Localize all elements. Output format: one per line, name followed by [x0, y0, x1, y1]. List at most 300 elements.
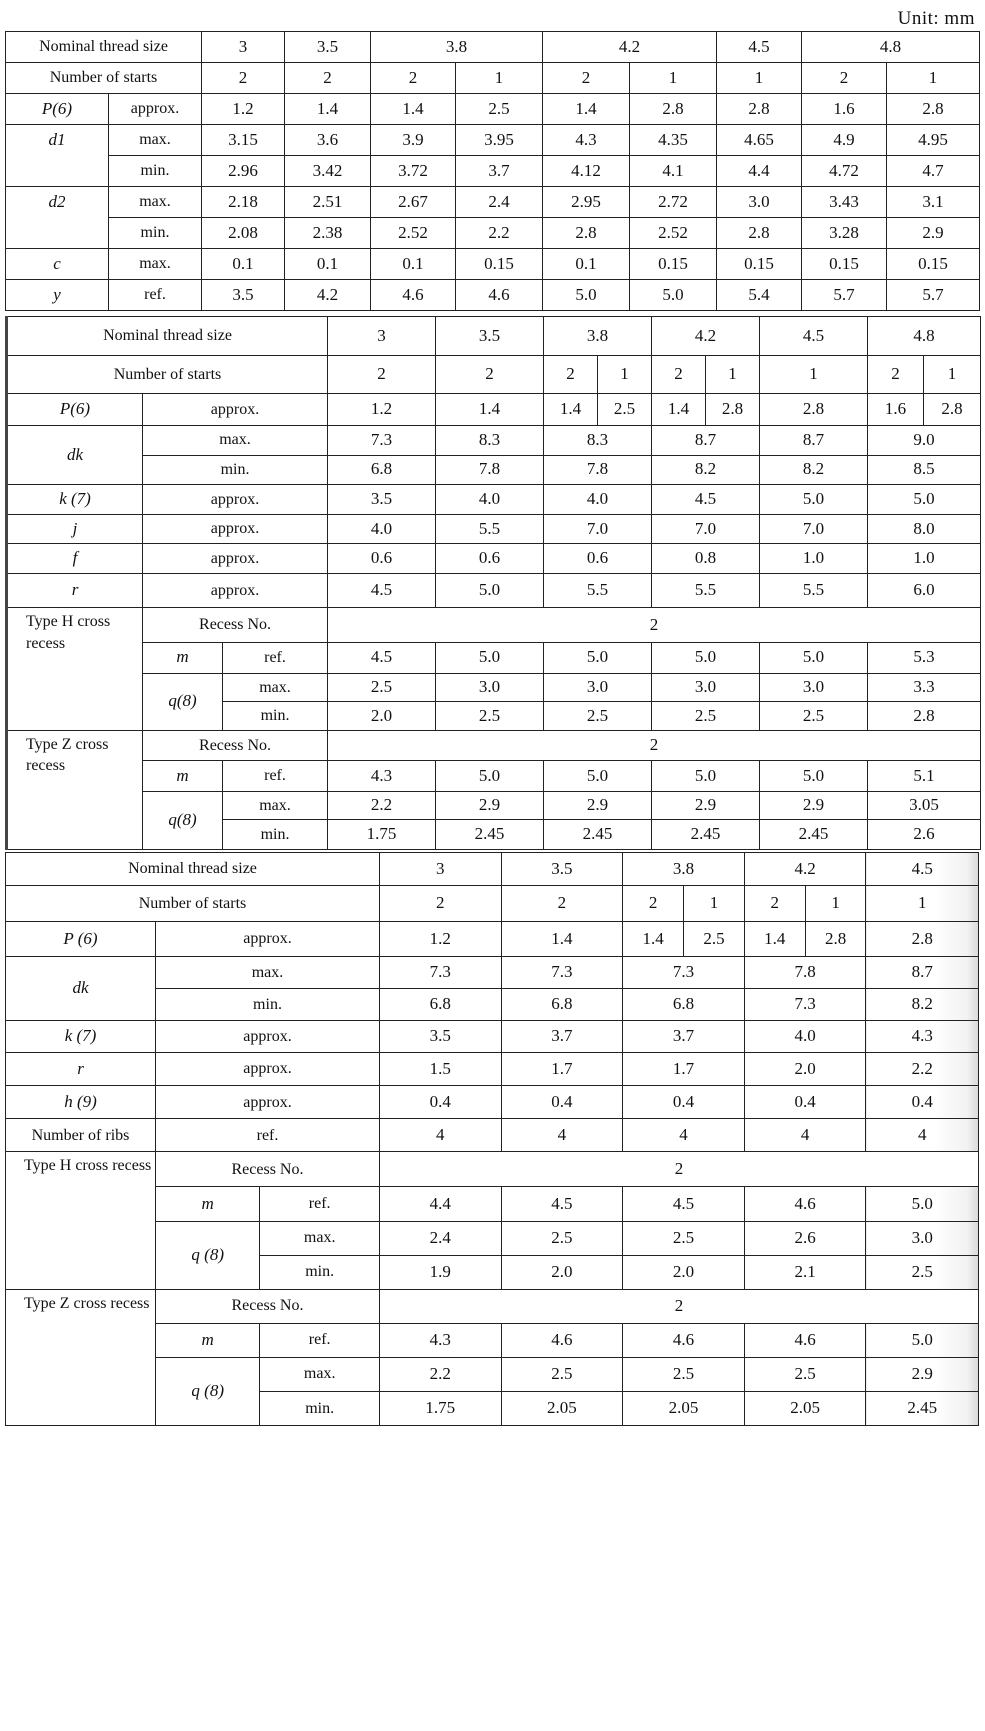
table-cell: 3.5 — [379, 1021, 501, 1053]
table-cell: 2 — [379, 1152, 978, 1187]
table-cell: 2.5 — [623, 1357, 745, 1391]
table-cell: 1.7 — [501, 1053, 623, 1086]
table-cell: 2 — [328, 730, 981, 761]
table-cell: 4.5 — [501, 1187, 623, 1221]
table-cell: 5.0 — [866, 1187, 979, 1221]
table-cell: 2 — [379, 886, 501, 922]
table-cell: 3.8 — [371, 32, 543, 63]
table-cell: 4 — [623, 1119, 745, 1152]
table-cell: 4.8 — [802, 32, 980, 63]
table-cell: 8.2 — [760, 455, 868, 485]
table-cell: 0.15 — [717, 249, 802, 280]
table-cell: 2.2 — [328, 791, 436, 820]
table-cell: 3.0 — [544, 673, 652, 702]
table-cell: 3.5 — [202, 280, 285, 311]
table-cell: 2 — [328, 608, 981, 643]
table-cell: 5.5 — [436, 514, 544, 544]
table-cell: 1.0 — [760, 544, 868, 574]
row-symbol: d2 — [6, 187, 109, 249]
table-cell: 2.72 — [630, 187, 717, 218]
row-qualifier: max. — [156, 957, 380, 989]
row-symbol: j — [7, 514, 143, 544]
table-row — [7, 643, 981, 674]
row-qualifier: ref. — [109, 280, 202, 311]
table-cell: 3.95 — [456, 125, 543, 156]
table-cell: 2.2 — [456, 218, 543, 249]
row-qualifier: approx. — [143, 573, 328, 608]
table-cell: 0.4 — [623, 1086, 745, 1119]
table-cell: 8.3 — [544, 426, 652, 456]
row-symbol: m — [143, 761, 223, 792]
table-cell: 2 — [501, 886, 623, 922]
table-cell: 0.4 — [744, 1086, 866, 1119]
table-cell: 3.0 — [436, 673, 544, 702]
table-cell: 2.8 — [543, 218, 630, 249]
table-row — [7, 608, 981, 643]
row-symbol: P (6) — [6, 922, 156, 957]
table-cell: 1.0 — [868, 544, 981, 574]
row-symbol: h (9) — [6, 1086, 156, 1119]
table-cell: 2.1 — [744, 1255, 866, 1289]
row-label: Number of starts — [7, 355, 328, 394]
table-cell: 7.8 — [744, 957, 866, 989]
table-cell: 4 — [866, 1119, 979, 1152]
table-cell: 2 — [371, 63, 456, 94]
table-cell: 2.9 — [866, 1357, 979, 1391]
table-cell: 5.0 — [436, 761, 544, 792]
table-cell: 2 — [285, 63, 371, 94]
table-cell: 8.7 — [760, 426, 868, 456]
table-cell: 2.5 — [328, 673, 436, 702]
table-cell: 8.0 — [868, 514, 981, 544]
table-row — [6, 1119, 979, 1152]
table-cell: 0.6 — [328, 544, 436, 574]
table-cell: 4.2 — [744, 853, 866, 886]
row-label: Recess No. — [143, 730, 328, 761]
table-cell: 2.5 — [456, 94, 543, 125]
table-cell: 3.7 — [623, 1021, 745, 1053]
table-cell: 7.3 — [379, 957, 501, 989]
table-cell: 3.72 — [371, 156, 456, 187]
table-cell: 3.05 — [868, 791, 981, 820]
table-cell: 2 — [744, 886, 805, 922]
table-cell: 0.15 — [802, 249, 887, 280]
table-cell: 5.0 — [436, 573, 544, 608]
table-cell: 6.8 — [501, 989, 623, 1021]
table-cell: 3.42 — [285, 156, 371, 187]
table-cell: 7.0 — [544, 514, 652, 544]
table-cell: 2.9 — [652, 791, 760, 820]
row-symbol: m — [156, 1323, 260, 1357]
table-cell: 4.6 — [456, 280, 543, 311]
table-cell: 5.5 — [760, 573, 868, 608]
table-cell: 2 — [623, 886, 684, 922]
table-cell: 5.0 — [760, 485, 868, 515]
table-cell: 2.8 — [630, 94, 717, 125]
table-cell: 5.5 — [544, 573, 652, 608]
table-cell: 0.6 — [544, 544, 652, 574]
table-cell: 2.38 — [285, 218, 371, 249]
table-cell: 1.4 — [652, 394, 706, 426]
table-cell: 2.5 — [598, 394, 652, 426]
table-cell: 5.5 — [652, 573, 760, 608]
table-cell: 5.0 — [652, 643, 760, 674]
table-cell: 2.05 — [623, 1391, 745, 1425]
table-cell: 1.4 — [436, 394, 544, 426]
table-cell: 3.0 — [717, 187, 802, 218]
table-cell: 7.3 — [328, 426, 436, 456]
table-cell: 3.0 — [866, 1221, 979, 1255]
table-cell: 1 — [456, 63, 543, 94]
row-symbol: c — [6, 249, 109, 280]
table-row — [7, 485, 981, 515]
table-cell: 4.1 — [630, 156, 717, 187]
table-cell: 0.1 — [285, 249, 371, 280]
table-cell: 1 — [706, 355, 760, 394]
table-row — [6, 32, 980, 63]
row-qualifier: ref. — [223, 643, 328, 674]
table-cell: 3.1 — [887, 187, 980, 218]
table-row — [7, 573, 981, 608]
row-symbol: d1 — [6, 125, 109, 187]
table-cell: 5.0 — [543, 280, 630, 311]
row-qualifier: approx. — [156, 1053, 380, 1086]
table-cell: 5.4 — [717, 280, 802, 311]
table-cell: 2.18 — [202, 187, 285, 218]
table-cell: 7.3 — [744, 989, 866, 1021]
table-cell: 0.4 — [866, 1086, 979, 1119]
table-row — [7, 730, 981, 761]
table-cell: 2.5 — [501, 1357, 623, 1391]
table-cell: 4.4 — [379, 1187, 501, 1221]
table-cell: 1.4 — [543, 94, 630, 125]
table-cell: 3.6 — [285, 125, 371, 156]
table-cell: 0.15 — [630, 249, 717, 280]
table-cell: 2.5 — [866, 1255, 979, 1289]
table-cell: 2.8 — [717, 94, 802, 125]
table-cell: 6.0 — [868, 573, 981, 608]
row-qualifier: ref. — [260, 1187, 380, 1221]
table-cell: 6.8 — [328, 455, 436, 485]
row-symbol: q(8) — [143, 791, 223, 849]
table-cell: 4.0 — [744, 1021, 866, 1053]
type-h-cross-recess-label: Type H cross recess — [6, 1152, 156, 1289]
table-cell: 2.6 — [868, 820, 981, 850]
table-row — [6, 280, 980, 311]
table-cell: 6.8 — [623, 989, 745, 1021]
table-cell: 3.0 — [652, 673, 760, 702]
table-cell: 8.2 — [866, 989, 979, 1021]
table-cell: 5.0 — [652, 761, 760, 792]
table-cell: 4.5 — [717, 32, 802, 63]
table-cell: 8.3 — [436, 426, 544, 456]
row-qualifier: max. — [260, 1221, 380, 1255]
row-label: Recess No. — [156, 1289, 380, 1323]
row-qualifier: min. — [143, 455, 328, 485]
table-cell: 3.5 — [285, 32, 371, 63]
table-cell: 4 — [501, 1119, 623, 1152]
table-cell: 4.0 — [436, 485, 544, 515]
table-cell: 2.51 — [285, 187, 371, 218]
table-cell: 4.0 — [544, 485, 652, 515]
table-cell: 8.7 — [866, 957, 979, 989]
table-cell: 2 — [543, 63, 630, 94]
table-cell: 2.08 — [202, 218, 285, 249]
table-cell: 4.72 — [802, 156, 887, 187]
table-cell: 7.3 — [623, 957, 745, 989]
table-cell: 3.43 — [802, 187, 887, 218]
table-cell: 9.0 — [868, 426, 981, 456]
row-qualifier: approx. — [143, 544, 328, 574]
table-cell: 3 — [202, 32, 285, 63]
table-cell: 1 — [630, 63, 717, 94]
table-cell: 5.3 — [868, 643, 981, 674]
table-cell: 5.1 — [868, 761, 981, 792]
type-z-cross-recess-label: Type Z cross recess — [7, 730, 143, 849]
table-cell: 2.96 — [202, 156, 285, 187]
row-symbol: k (7) — [7, 485, 143, 515]
table-row — [6, 886, 979, 922]
table-cell: 2.67 — [371, 187, 456, 218]
table-cell: 1.6 — [868, 394, 924, 426]
table-cell: 2 — [868, 355, 924, 394]
table-cell: 2 — [328, 355, 436, 394]
table-cell: 2.2 — [379, 1357, 501, 1391]
row-qualifier: min. — [223, 702, 328, 731]
table-cell: 7.0 — [760, 514, 868, 544]
table-cell: 1.4 — [501, 922, 623, 957]
table-cell: 2 — [379, 1289, 978, 1323]
table-cell: 4.6 — [744, 1187, 866, 1221]
table-row — [6, 957, 979, 989]
table-cell: 2.8 — [887, 94, 980, 125]
table-cell: 4.3 — [543, 125, 630, 156]
table-cell: 5.7 — [802, 280, 887, 311]
table-cell: 8.7 — [652, 426, 760, 456]
table-cell: 2 — [652, 355, 706, 394]
table-cell: 4.5 — [328, 643, 436, 674]
table-row — [7, 355, 981, 394]
row-qualifier: min. — [109, 156, 202, 187]
row-qualifier: max. — [109, 187, 202, 218]
table-cell: 3.7 — [501, 1021, 623, 1053]
row-label: Nominal thread size — [7, 317, 328, 356]
table-cell: 2.8 — [717, 218, 802, 249]
table-row — [6, 922, 979, 957]
table-cell: 4.5 — [328, 573, 436, 608]
table-row — [6, 853, 979, 886]
table-cell: 3.0 — [760, 673, 868, 702]
table-cell: 1.2 — [328, 394, 436, 426]
table-cell: 5.0 — [436, 643, 544, 674]
row-label: Nominal thread size — [6, 853, 380, 886]
unit-label: Unit: mm — [897, 8, 975, 29]
row-label: Nominal thread size — [6, 32, 202, 63]
table-row — [7, 791, 981, 820]
table-cell: 2.95 — [543, 187, 630, 218]
table-cell: 1 — [866, 886, 979, 922]
row-qualifier: max. — [109, 249, 202, 280]
thread-dimensions-table — [5, 31, 980, 311]
table-cell: 2.4 — [456, 187, 543, 218]
table-cell: 2 — [436, 355, 544, 394]
row-qualifier: approx. — [156, 1021, 380, 1053]
table-cell: 2.05 — [501, 1391, 623, 1425]
table-cell: 2.0 — [501, 1255, 623, 1289]
table-cell: 5.0 — [760, 643, 868, 674]
row-qualifier: max. — [223, 673, 328, 702]
table-cell: 2.9 — [760, 791, 868, 820]
table-cell: 4.2 — [543, 32, 717, 63]
table-cell: 3.3 — [868, 673, 981, 702]
type-h-cross-recess-label: Type H cross recess — [7, 608, 143, 730]
table-cell: 2 — [202, 63, 285, 94]
table-cell: 2.45 — [436, 820, 544, 850]
table-cell: 2.0 — [744, 1053, 866, 1086]
row-qualifier: approx. — [143, 485, 328, 515]
table-cell: 2.0 — [623, 1255, 745, 1289]
table-cell: 2.8 — [866, 922, 979, 957]
table-cell: 4.65 — [717, 125, 802, 156]
table-row — [7, 514, 981, 544]
row-label: Recess No. — [143, 608, 328, 643]
row-symbol: dk — [6, 957, 156, 1021]
table-cell: 2.5 — [744, 1357, 866, 1391]
row-qualifier: max. — [223, 791, 328, 820]
table-cell: 0.15 — [887, 249, 980, 280]
table-row — [7, 673, 981, 702]
table-cell: 0.6 — [436, 544, 544, 574]
table-cell: 4.2 — [285, 280, 371, 311]
row-symbol: r — [6, 1053, 156, 1086]
table-cell: 8.2 — [652, 455, 760, 485]
table-cell: 2.9 — [544, 791, 652, 820]
table-row — [6, 249, 980, 280]
row-symbol: q (8) — [156, 1357, 260, 1425]
table-cell: 2.5 — [436, 702, 544, 731]
table-cell: 1 — [717, 63, 802, 94]
table-row — [7, 317, 981, 356]
row-qualifier: approx. — [143, 514, 328, 544]
type-z-cross-recess-label: Type Z cross recess — [6, 1289, 156, 1425]
table-row — [6, 187, 980, 218]
table-cell: 0.15 — [456, 249, 543, 280]
table-cell: 3.28 — [802, 218, 887, 249]
table-cell: 1 — [598, 355, 652, 394]
table-cell: 2 — [802, 63, 887, 94]
table-cell: 1 — [760, 355, 868, 394]
table-cell: 4.0 — [328, 514, 436, 544]
table-cell: 2.8 — [868, 702, 981, 731]
table-cell: 3.5 — [328, 485, 436, 515]
table-cell: 4.35 — [630, 125, 717, 156]
table-cell: 2.8 — [760, 394, 868, 426]
table-cell: 1.4 — [371, 94, 456, 125]
table-row — [6, 156, 980, 187]
row-symbol: P(6) — [6, 94, 109, 125]
table-cell: 4.5 — [760, 317, 868, 356]
table-cell: 1.4 — [544, 394, 598, 426]
table-cell: 3.9 — [371, 125, 456, 156]
table-cell: 4.9 — [802, 125, 887, 156]
row-label: Recess No. — [156, 1152, 380, 1187]
table-cell: 2.4 — [379, 1221, 501, 1255]
row-qualifier: approx. — [143, 394, 328, 426]
table-cell: 4.6 — [371, 280, 456, 311]
table-row — [7, 455, 981, 485]
table-cell: 7.0 — [652, 514, 760, 544]
table-cell: 4.6 — [744, 1323, 866, 1357]
table-cell: 7.8 — [544, 455, 652, 485]
table-row — [7, 426, 981, 456]
row-symbol: r — [7, 573, 143, 608]
table-cell: 2.52 — [371, 218, 456, 249]
table-row — [7, 761, 981, 792]
table-cell: 1.5 — [379, 1053, 501, 1086]
table-cell: 2.52 — [630, 218, 717, 249]
row-qualifier: min. — [156, 989, 380, 1021]
table-cell: 3 — [328, 317, 436, 356]
table-cell: 1.9 — [379, 1255, 501, 1289]
table-cell: 3.8 — [544, 317, 652, 356]
table-cell: 4 — [379, 1119, 501, 1152]
table-cell: 4.95 — [887, 125, 980, 156]
table-cell: 5.0 — [760, 761, 868, 792]
table-cell: 2.5 — [684, 922, 745, 957]
row-symbol: P(6) — [7, 394, 143, 426]
table-cell: 1.2 — [379, 922, 501, 957]
table-cell: 4.7 — [887, 156, 980, 187]
table-cell: 1.75 — [379, 1391, 501, 1425]
table-cell: 3.5 — [436, 317, 544, 356]
table-cell: 2.45 — [652, 820, 760, 850]
ribbed-head-dimensions-table — [5, 852, 979, 1426]
table-cell: 3.5 — [501, 853, 623, 886]
table-cell: 4.3 — [328, 761, 436, 792]
row-symbol: q (8) — [156, 1221, 260, 1289]
row-qualifier: approx. — [156, 922, 380, 957]
row-qualifier: ref. — [260, 1323, 380, 1357]
table-cell: 2 — [544, 355, 598, 394]
table-cell: 4.12 — [543, 156, 630, 187]
table-row — [7, 544, 981, 574]
table-row — [6, 1021, 979, 1053]
table-cell: 4.4 — [717, 156, 802, 187]
table-cell: 4.5 — [652, 485, 760, 515]
table-cell: 1 — [805, 886, 866, 922]
row-qualifier: min. — [109, 218, 202, 249]
table-cell: 4.5 — [623, 1187, 745, 1221]
row-qualifier: min. — [223, 820, 328, 850]
table-cell: 1.4 — [744, 922, 805, 957]
table-cell: 4.3 — [379, 1323, 501, 1357]
table-cell: 0.1 — [543, 249, 630, 280]
table-cell: 2.45 — [760, 820, 868, 850]
table-cell: 1 — [887, 63, 980, 94]
row-label: Number of starts — [6, 63, 202, 94]
table-cell: 1.4 — [285, 94, 371, 125]
row-qualifier: ref. — [223, 761, 328, 792]
table-row — [6, 218, 980, 249]
table-cell: 7.3 — [501, 957, 623, 989]
table-cell: 2.2 — [866, 1053, 979, 1086]
table-cell: 0.1 — [371, 249, 456, 280]
table-cell: 5.0 — [866, 1323, 979, 1357]
table-cell: 2.6 — [744, 1221, 866, 1255]
row-symbol: q(8) — [143, 673, 223, 730]
row-symbol: f — [7, 544, 143, 574]
row-qualifier: max. — [260, 1357, 380, 1391]
